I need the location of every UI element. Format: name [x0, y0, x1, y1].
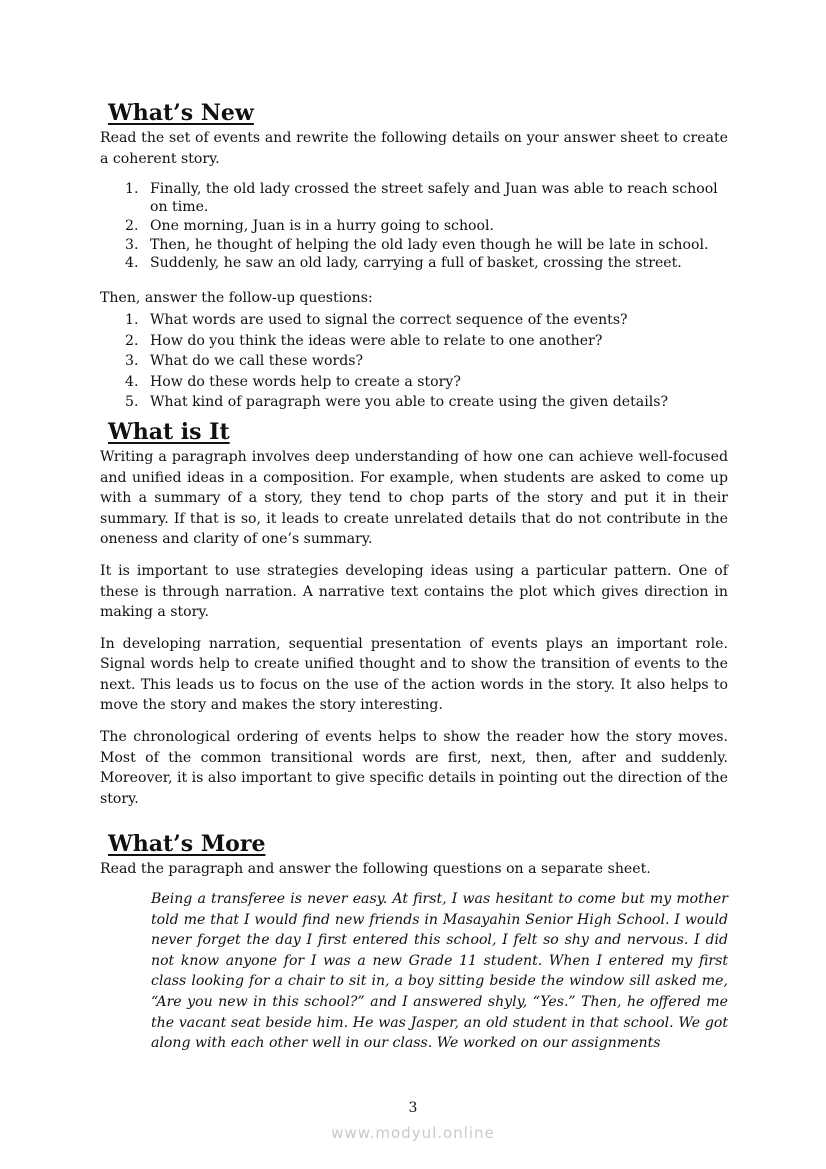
list-item: 1. What words are used to signal the correct sequence of the events?: [125, 311, 628, 328]
whats-more-intro: Read the paragraph and answer the following questions on a separate sheet.: [100, 861, 651, 878]
paragraph: It is important to use strategies developing ideas using a particular pattern. One of these is through narration. A narrative text contains the plot which gives direction in making a story.: [100, 562, 728, 621]
page-content: [100, 98, 728, 1054]
followup-intro: Then, answer the follow-up questions:: [100, 290, 373, 307]
watermark: www.modyul.online: [331, 1124, 495, 1142]
page-number: 3: [408, 1100, 418, 1116]
paragraph: Writing a paragraph involves deep understanding of how one can achieve well-focused and unified ideas in a composition. For example, when students are asked to come up with a summary of a story, they tend to chop parts of the story and put it in their summary. If that is so, it leads to create unrelated details that do not contribute in the oneness and clarity of one’s summary.: [100, 448, 728, 548]
paragraph: The chronological ordering of events helps to show the reader how the story moves. Most of the common transitional words are first, next, then, after and suddenly. Moreover, it is also important to give specific details in pointing out the direction of the story.: [100, 729, 728, 807]
list-item: 3. What do we call these words?: [125, 353, 364, 370]
whats-new-heading: What’s New: [108, 100, 254, 126]
whats-more-heading: What’s More: [108, 831, 266, 858]
list-item: 2. One morning, Juan is in a hurry going to school.: [125, 217, 494, 234]
list-item: 4. How do these words help to create a story?: [125, 373, 461, 390]
list-item: 2. How do you think the ideas were able to relate to one another?: [125, 332, 603, 349]
list-item: 5. What kind of paragraph were you able to create using the given details?: [125, 394, 669, 411]
list-item: 4. Suddenly, he saw an old lady, carrying a full of basket, crossing the street.: [125, 255, 682, 272]
list-item: 3. Then, he thought of helping the old lady even though he will be late in school.: [125, 236, 709, 253]
list-item: 1. Finally, the old lady crossed the street safely and Juan was able to reach school on time.: [125, 181, 718, 216]
events-list: [100, 180, 728, 272]
what-is-it-heading: What is It: [108, 418, 230, 445]
passage: Being a transferee is never easy. At first, I was hesitant to come but my mother told me that I would find new friends in Masayahin Senior High School. I would never forget the day I first entered this school, I felt so shy and nervous. I did not know anyone for I was a new Grade 11 student. When I entered my first class looking for a chair to sit in, a boy sitting beside the window sill asked me, “Are you new in this school?” and I answered shyly, “Yes.” Then, he offered me the vacant seat beside him. He was Jasper, an old student in that school. We got along with each other well in our class. We worked on our assignments: [151, 891, 728, 1052]
paragraph: In developing narration, sequential presentation of events plays an important role. Signal words help to create unified thought and to show the transition of events to the next. This leads us to focus on the use of the action words in the story. It also helps to move the story and makes the story interesting.: [100, 635, 728, 714]
questions-list: [100, 310, 728, 413]
whats-new-intro: Read the set of events and rewrite the following details on your answer sheet to create a coherent story.: [100, 130, 728, 167]
